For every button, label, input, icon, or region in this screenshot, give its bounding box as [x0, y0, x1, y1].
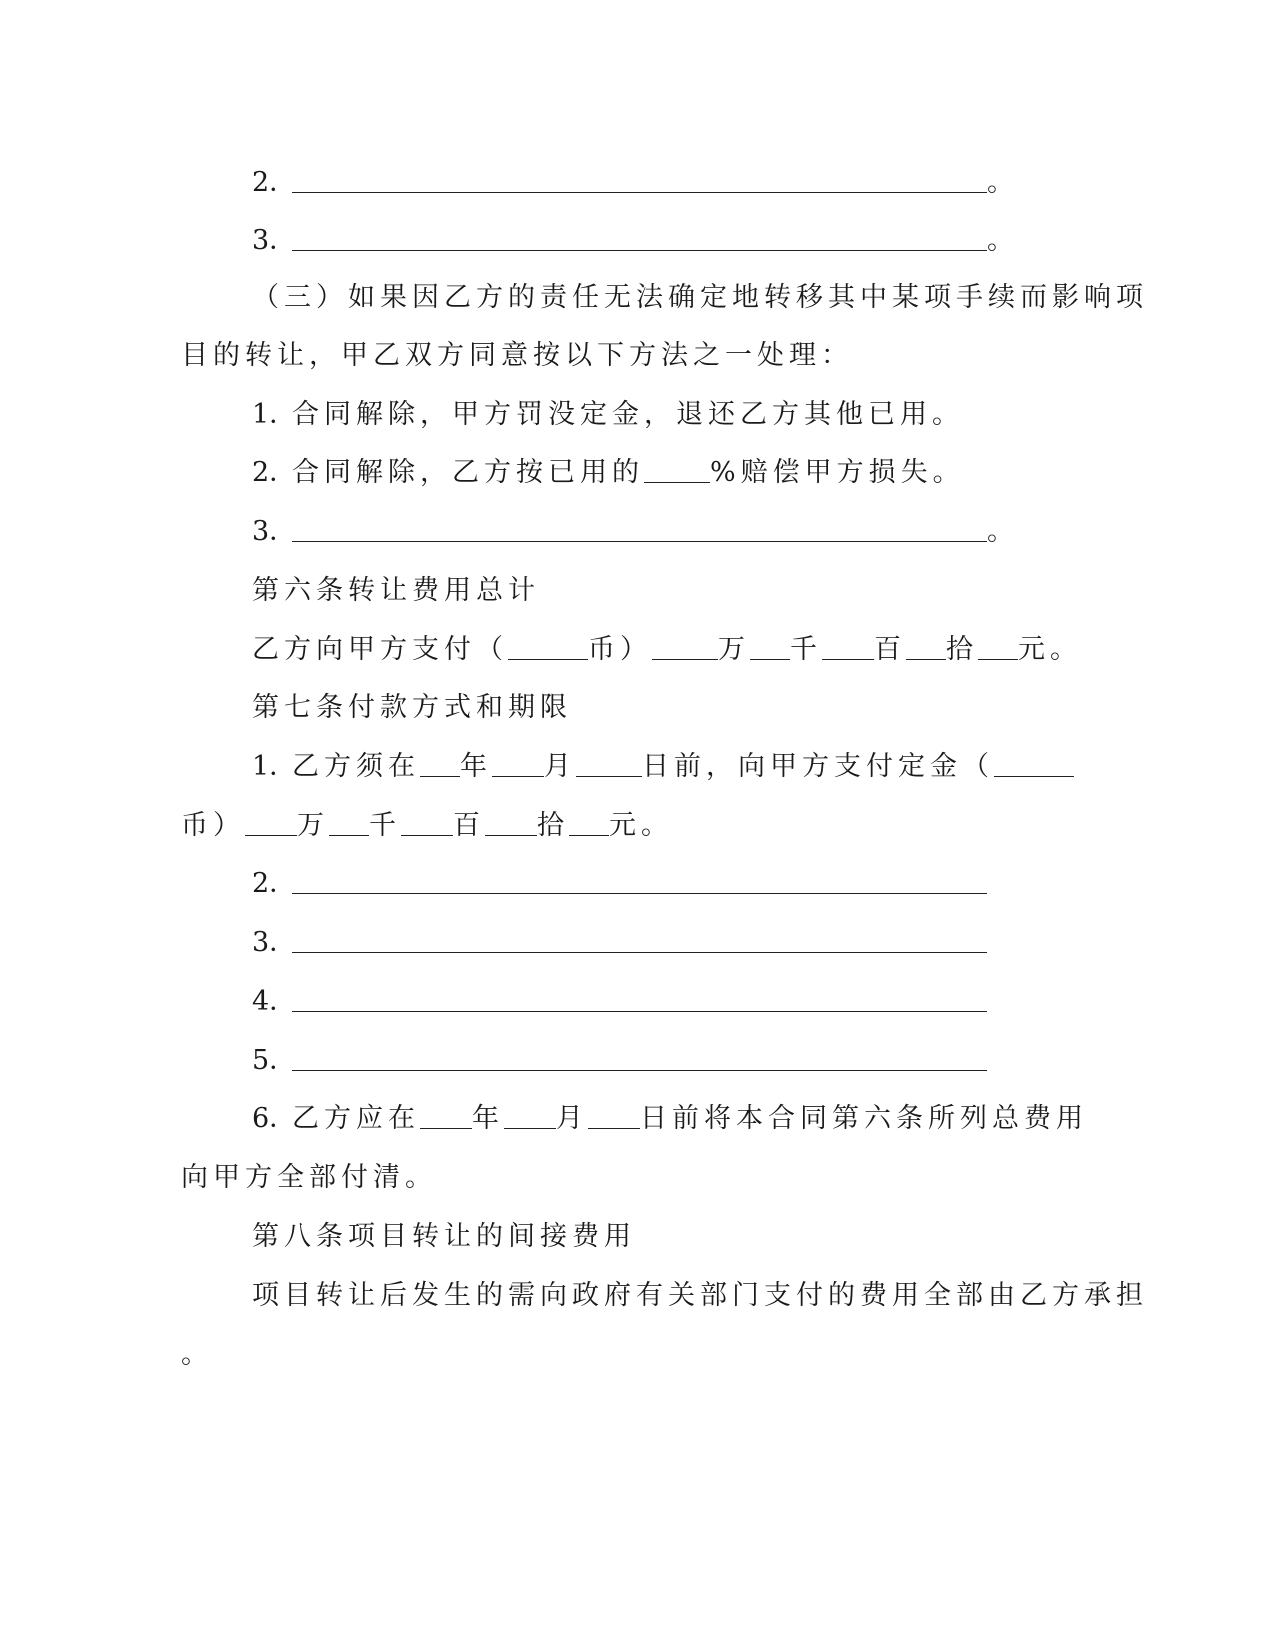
shi-label: 拾 [537, 810, 569, 841]
item-number: 3． [252, 516, 297, 547]
day-blank[interactable] [588, 1098, 640, 1129]
fill-blank[interactable] [292, 1040, 987, 1071]
bai-label: 百 [874, 634, 906, 665]
fill-blank[interactable] [292, 981, 987, 1012]
yuan-label: 元。 [1018, 634, 1082, 665]
item-end-mark: 。 [987, 516, 1014, 547]
payment-item-6 [252, 1097, 1088, 1141]
shi-blank[interactable] [906, 629, 946, 660]
year-label: 年 [472, 1103, 504, 1134]
payment-item-5 [252, 1039, 987, 1083]
currency-label: 币） [181, 810, 245, 841]
yuan-blank[interactable] [978, 629, 1018, 660]
year-label: 年 [460, 751, 492, 782]
article-eight-heading: 第八条项目转让的间接费用 [252, 1221, 636, 1252]
item-number: 6． [252, 1103, 297, 1134]
qian-label: 千 [369, 810, 401, 841]
article-six-heading: 第六条转让费用总计 [252, 575, 540, 606]
payment-item-3 [252, 921, 987, 965]
bai-label: 百 [453, 810, 485, 841]
fill-blank[interactable] [292, 922, 987, 953]
fill-blank[interactable] [292, 863, 987, 894]
payment-item-6-line-2: 向甲方全部付清。 [181, 1162, 437, 1193]
payment-6-text-end: 日前将本合同第六条所列总费用 [640, 1103, 1088, 1134]
currency-blank[interactable] [994, 746, 1074, 777]
paragraph-three-line-2: 目的转让，甲乙双方同意按以下方法之一处理： [181, 340, 853, 371]
wan-label: 万 [718, 634, 750, 665]
option-2-text: 合同解除，乙方按已用的 [292, 457, 644, 488]
qian-blank[interactable] [329, 805, 369, 836]
item-number: 4． [252, 986, 297, 1017]
currency-label: 币） [588, 634, 652, 665]
payment-item-1 [252, 745, 1074, 789]
payment-item-2 [252, 862, 987, 906]
bai-blank[interactable] [401, 805, 453, 836]
payment-1-text: 乙方须在 [292, 751, 420, 782]
shi-blank[interactable] [485, 805, 537, 836]
item-end-mark: 。 [987, 167, 1014, 198]
fill-blank[interactable] [292, 162, 987, 193]
article-seven-heading: 第七条付款方式和期限 [252, 692, 572, 723]
currency-blank[interactable] [508, 629, 588, 660]
wan-label: 万 [297, 810, 329, 841]
yuan-label: 元。 [609, 810, 673, 841]
percent-blank[interactable] [644, 452, 710, 483]
option-2-text-end: %赔偿甲方损失。 [710, 457, 965, 488]
year-blank[interactable] [420, 746, 460, 777]
payment-6-text: 乙方应在 [292, 1103, 420, 1134]
shi-label: 拾 [946, 634, 978, 665]
qian-blank[interactable] [750, 629, 790, 660]
option-1-text: 合同解除，甲方罚没定金，退还乙方其他已用。 [292, 399, 964, 430]
fill-blank[interactable] [292, 511, 987, 542]
payment-item-4 [252, 980, 987, 1024]
wan-blank[interactable] [652, 629, 718, 660]
fill-blank[interactable] [292, 220, 987, 251]
item-number: 3． [252, 927, 297, 958]
qian-label: 千 [790, 634, 822, 665]
month-blank[interactable] [492, 746, 544, 777]
item-number: 2． [252, 167, 297, 198]
paragraph-three-line-1: （三）如果因乙方的责任无法确定地转移其中某项手续而影响项 [252, 282, 1148, 313]
item-number: 5． [252, 1045, 297, 1076]
total-fee-line [252, 628, 1082, 672]
wan-blank[interactable] [245, 805, 297, 836]
option-3 [252, 510, 1014, 554]
deposit-text: 日前，向甲方支付定金（ [642, 751, 994, 782]
blank-item-3 [252, 219, 1014, 263]
month-label: 月 [544, 751, 576, 782]
item-number: 1． [252, 751, 297, 782]
bai-blank[interactable] [822, 629, 874, 660]
month-label: 月 [556, 1103, 588, 1134]
option-2 [252, 451, 965, 495]
option-1 [252, 393, 964, 437]
deposit-amount-line [181, 804, 673, 848]
yuan-blank[interactable] [569, 805, 609, 836]
item-number: 2． [252, 457, 297, 488]
day-blank[interactable] [576, 746, 642, 777]
month-blank[interactable] [504, 1098, 556, 1129]
article-eight-body: 项目转让后发生的需向政府有关部门支付的费用全部由乙方承担 [252, 1280, 1148, 1311]
item-number: 2． [252, 868, 297, 899]
article-eight-end-mark: 。 [181, 1339, 213, 1370]
total-fee-text: 乙方向甲方支付（ [252, 634, 508, 665]
item-end-mark: 。 [987, 225, 1014, 256]
blank-item-2 [252, 161, 1014, 205]
item-number: 3． [252, 225, 297, 256]
item-number: 1． [252, 399, 297, 430]
year-blank[interactable] [420, 1098, 472, 1129]
